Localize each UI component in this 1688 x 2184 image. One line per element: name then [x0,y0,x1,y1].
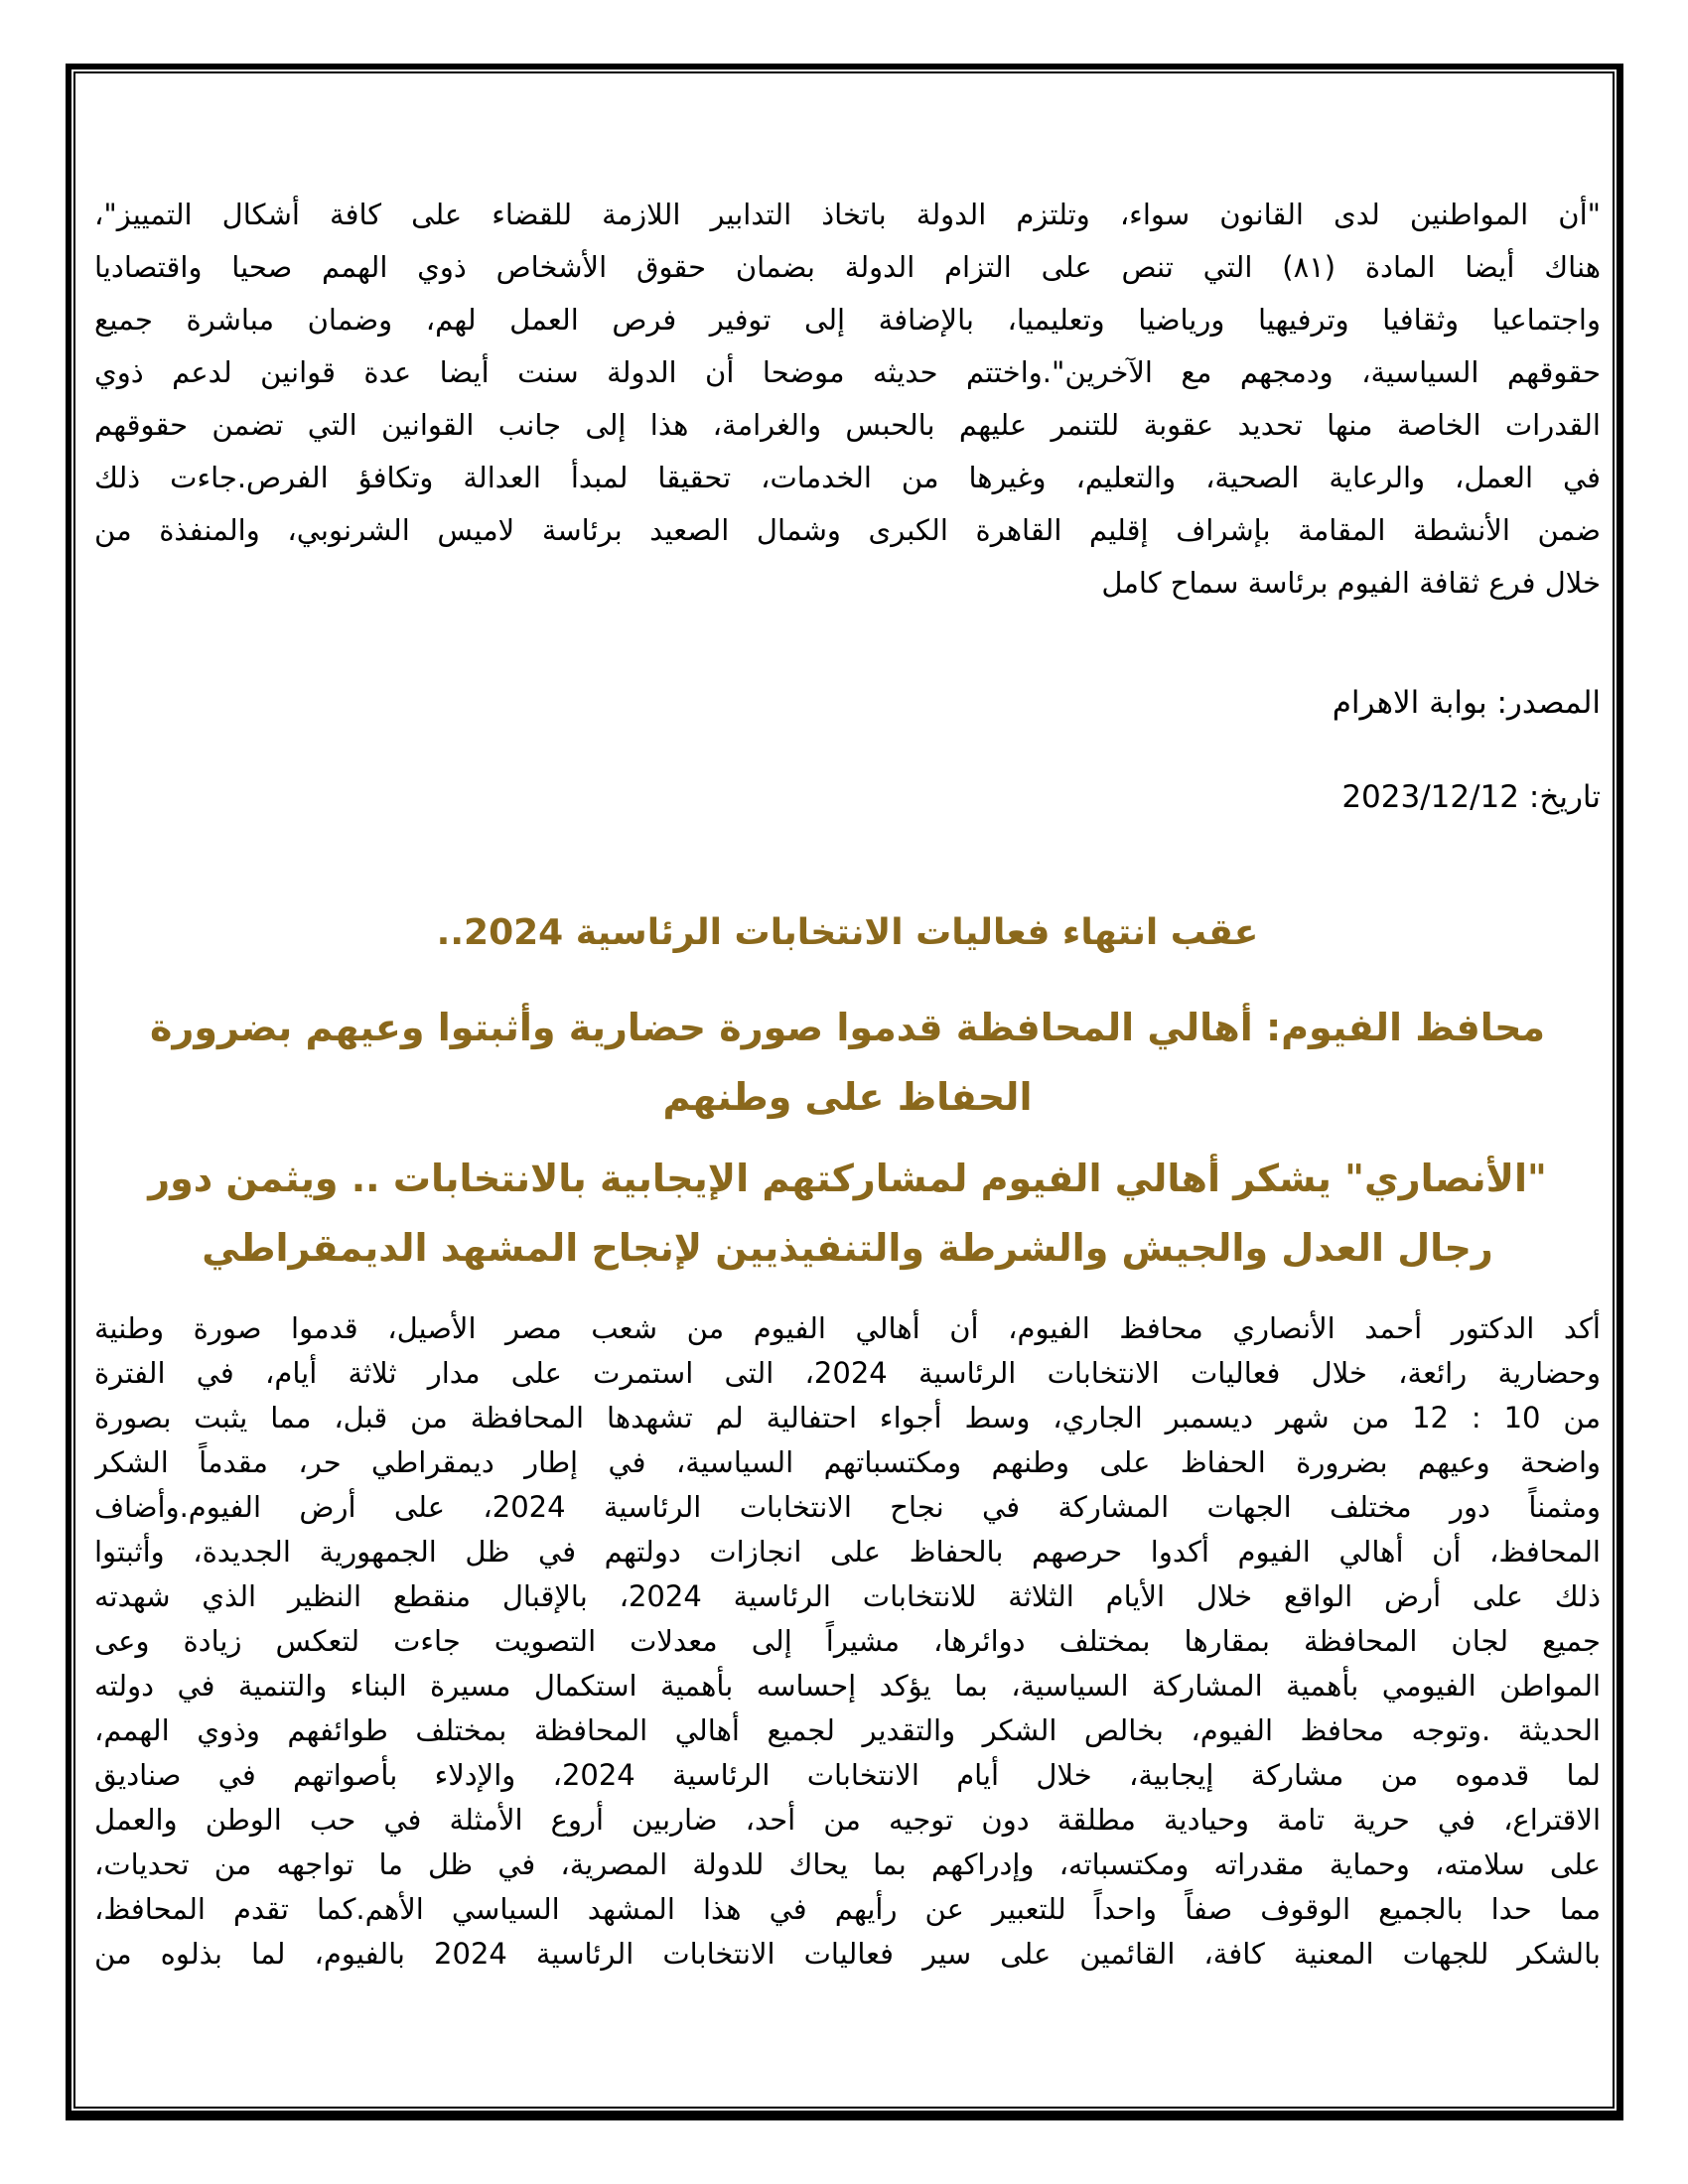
text-line: حقوقهم السياسية، ودمجهم مع الآخرين".واختتم حديثه موضحا أن الدولة سنت أيضا عدة قوانين لدعم ذوي [94,355,1601,389]
text-line: هناك أيضا المادة (٨١) التي تنص على التزام الدولة بضمان حقوق الأشخاص ذوي الهمم صحيا واقتصاديا [94,250,1601,284]
text-line: ومثمناً دور مختلف الجهات المشاركة في نجاح الانتخابات الرئاسية 2024، على أرض الفيوم.وأضاف [94,1490,1601,1524]
text-line: خلال فرع ثقافة الفيوم برئاسة سماح كامل [1101,566,1601,600]
text-line: المواطن الفيومي بأهمية المشاركة السياسية، بما يؤكد إحساسه بأهمية استكمال مسيرة البناء والتنمية في دولته [94,1669,1601,1703]
headline-kicker-text: عقب انتهاء فعاليات الانتخابات الرئاسية 2024.. [436,912,1259,953]
text-line: مما حدا بالجميع الوقوف صفاً واحداً للتعبير عن رأيهم في هذا المشهد السياسي الأهم.كما تقدم المحافظ، [94,1892,1601,1926]
headline-sub-line: "الأنصاري" يشكر أهالي الفيوم لمشاركتهم الإيجابية بالانتخابات .. ويثمن دور [148,1157,1547,1200]
text-line: بالشكر للجهات المعنية كافة، القائمين على سير فعاليات الانتخابات الرئاسية 2024 بالفيوم، لما بذلوه من [94,1937,1601,1971]
text-line: ضمن الأنشطة المقامة بإشراف إقليم القاهرة الكبرى وشمال الصعيد برئاسة لاميس الشرنوبي، والمنفذة من [94,513,1601,547]
text-line: القدرات الخاصة منها تحديد عقوبة للتنمر عليهم بالحبس والغرامة، هذا إلى جانب القوانين التي تضمن حقوقهم [94,408,1601,442]
headline-sub [94,1144,1601,1283]
headline-kicker [94,903,1601,963]
text-line: المحافظ، أن أهالي الفيوم أكدوا حرصهم بالحفاظ على انجازات دولتهم في ظل الجمهورية الجديدة، وأثبتوا [94,1535,1601,1569]
text-line: لما قدموه من مشاركة إيجابية، خلال أيام الانتخابات الرئاسية 2024، والإدلاء بأصواتهم في صناديق [94,1758,1601,1792]
text-line: في العمل، والرعاية الصحية، والتعليم، وغيرها من الخدمات، تحقيقا لمبدأ العدالة وتكافؤ الفرص.جاءت ذلك [94,461,1601,494]
text-line: الاقتراع، في حرية تامة وحيادية مطلقة دون توجيه من أحد، ضاربين أروع الأمثلة في حب الوطن والعمل [94,1803,1601,1837]
text-line: على سلامته، وحماية مقدراته ومكتسباته، وإدراكهم بما يحاك للدولة المصرية، في ظل ما تواجهه من تحديات، [94,1847,1601,1881]
text-line: جميع لجان المحافظة بمقارها بمختلف دوائرها، مشيراً إلى معدلات التصويت جاءت لتعكس زيادة وعى [94,1624,1601,1658]
text-line: "أن المواطنين لدى القانون سواء، وتلتزم الدولة باتخاذ التدابير اللازمة للقضاء على كافة أشكال التمييز"، [94,198,1601,231]
text-line: أكد الدكتور أحمد الأنصاري محافظ الفيوم، أن أهالي الفيوم من شعب مصر الأصيل، قدموا صورة وطنية [94,1311,1601,1345]
text-line: الحديثة .وتوجه محافظ الفيوم، بخالص الشكر والتقدير لجميع أهالي المحافظة بمختلف طوائفهم وذوي الهمم، [94,1713,1601,1747]
headline-main-line: الحفاظ على وطنهم [662,1075,1033,1119]
body-paragraph [94,1306,1601,1977]
headline-sub-line: رجال العدل والجيش والشرطة والتنفيذيين لإنجاح المشهد الديمقراطي [202,1226,1493,1270]
text-line: واجتماعيا وثقافيا وترفيهيا ورياضيا وتعليميا، بالإضافة إلى توفير فرص العمل لهم، وضمان مباشرة جميع [94,303,1601,337]
text-line: وحضارية رائعة، خلال فعاليات الانتخابات الرئاسية 2024، التى استمرت على مدار ثلاثة أيام، في الفترة [94,1356,1601,1390]
date-line: تاريخ: 2023/12/12 [1341,779,1601,815]
source-line: المصدر: بوابة الاهرام [1332,685,1601,721]
headline-main-line: محافظ الفيوم: أهالي المحافظة قدموا صورة حضارية وأثبتوا وعيهم بضرورة [150,1006,1545,1049]
text-line: واضحة وعيهم بضرورة الحفاظ على وطنهم ومكتسباتهم السياسية، في إطار ديمقراطي حر، مقدماً الشكر [94,1445,1601,1479]
text-line: من 10 : 12 من شهر ديسمبر الجاري، وسط أجواء احتفالية لم تشهدها المحافظة من قبل، مما يثبت بصورة [94,1401,1601,1434]
headline-main [94,993,1601,1132]
text-line: ذلك على أرض الواقع خلال الأيام الثلاثة للانتخابات الرئاسية 2024، بالإقبال منقطع النظير الذي شهدته [94,1579,1601,1613]
intro-paragraph [94,189,1601,610]
